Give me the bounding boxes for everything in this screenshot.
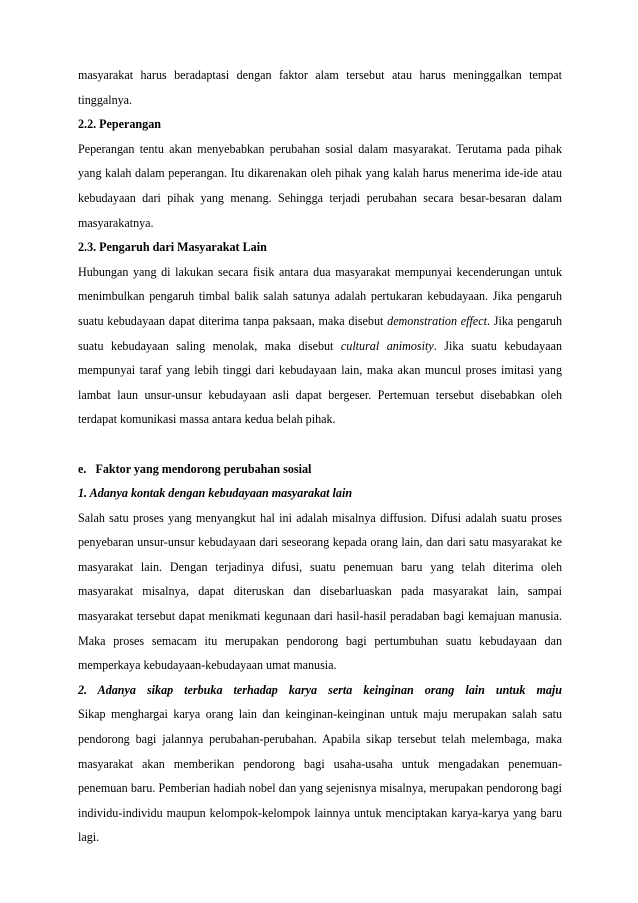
paragraph-kontak-kebudayaan: Salah satu proses yang menyangkut hal ini adalah misalnya diffusion. Difusi adalah suatu proses penyebaran unsur-unsur kebudayaan dari seseorang kepada orang lain, dan dari satu masyarakat ke masyarakat lain. Dengan terjadinya difusi, suatu penemuan baru yang telah diterima oleh masyarakat misalnya, dapat diteruskan dan disebarluaskan pada masyarakat lain, sampai masyarakat tersebut dapat menikmati kegunaan dari hasil-hasil peradaban bagi kemajuan manusia. Maka proses semacam itu merupakan pendorong bagi pertumbuhan suatu kebudayaan dan memperkaya kebudayaan-kebudayaan umat manusia. — [78, 510, 562, 673]
subheading-sikap-terbuka: 2. Adanya sikap terbuka terhadap karya serta keinginan orang lain untuk maju — [78, 682, 562, 697]
term-cultural-animosity: cultural animosity — [340, 338, 434, 353]
document-body — [78, 63, 562, 850]
paragraph-text-part: Hubungan yang di lakukan secara fisik antara dua masyarakat mempunyai kecenderungan untuk menimbulkan pengaruh timbal balik salah satunya adalah pertukaran kebudayaan. Jika pengaruh suatu kebudayaan dapat diterima tanpa paksaan, maka disebut — [78, 264, 562, 328]
paragraph-pengaruh-masyarakat-lain — [78, 260, 562, 432]
paragraph-text-part: . Jika pengaruh suatu kebudayaan saling menolak, maka disebut — [78, 313, 562, 353]
section-heading-peperangan: 2.2. Peperangan — [78, 117, 161, 132]
paragraph-sikap-terbuka: Sikap menghargai karya orang lain dan keinginan-keinginan untuk maju merupakan salah satu pendorong bagi jalannya perubahan-perubahan. Apabila sikap tersebut telah melembaga, maka masyarakat akan memberikan pendorong bagi usaha-usaha untuk mengadakan penemuan-penemuan baru. Pemberian hadiah nobel dan yang sejenisnya misalnya, merupakan pendorong bagi individu-individu maupun kelompok-kelompok lainnya untuk menciptakan karya-karya yang baru lagi. — [78, 707, 562, 845]
paragraph-continuation: masyarakat harus beradaptasi dengan faktor alam tersebut atau harus meninggalkan tempat tinggalnya. — [78, 68, 562, 107]
section-heading-faktor-pendorong: e. Faktor yang mendorong perubahan sosial — [78, 461, 312, 476]
subheading-kontak-kebudayaan: 1. Adanya kontak dengan kebudayaan masyarakat lain — [78, 486, 353, 501]
blank-line — [78, 432, 562, 457]
paragraph-peperangan: Peperangan tentu akan menyebabkan perubahan sosial dalam masyarakat. Terutama pada pihak yang kalah dalam peperangan. Itu dikarenakan oleh pihak yang kalah harus menerima ide-ide atau kebudayaan dari pihak yang menang. Sehingga terjadi perubahan secara besar-besaran dalam masyarakatnya. — [78, 141, 562, 230]
paragraph-text-part: . Jika suatu kebudayaan mempunyai taraf yang lebih tinggi dari kebudayaan lain, maka akan muncul proses imitasi yang lambat laun unsur-unsur kebudayaan asli dapat bergeser. Pertemuan tersebut disebabkan oleh terdapat komunikasi massa antara kedua belah pihak. — [78, 338, 562, 427]
section-heading-pengaruh-masyarakat-lain: 2.3. Pengaruh dari Masyarakat Lain — [78, 240, 267, 255]
term-demonstration-effect: demonstration effect — [387, 313, 487, 328]
